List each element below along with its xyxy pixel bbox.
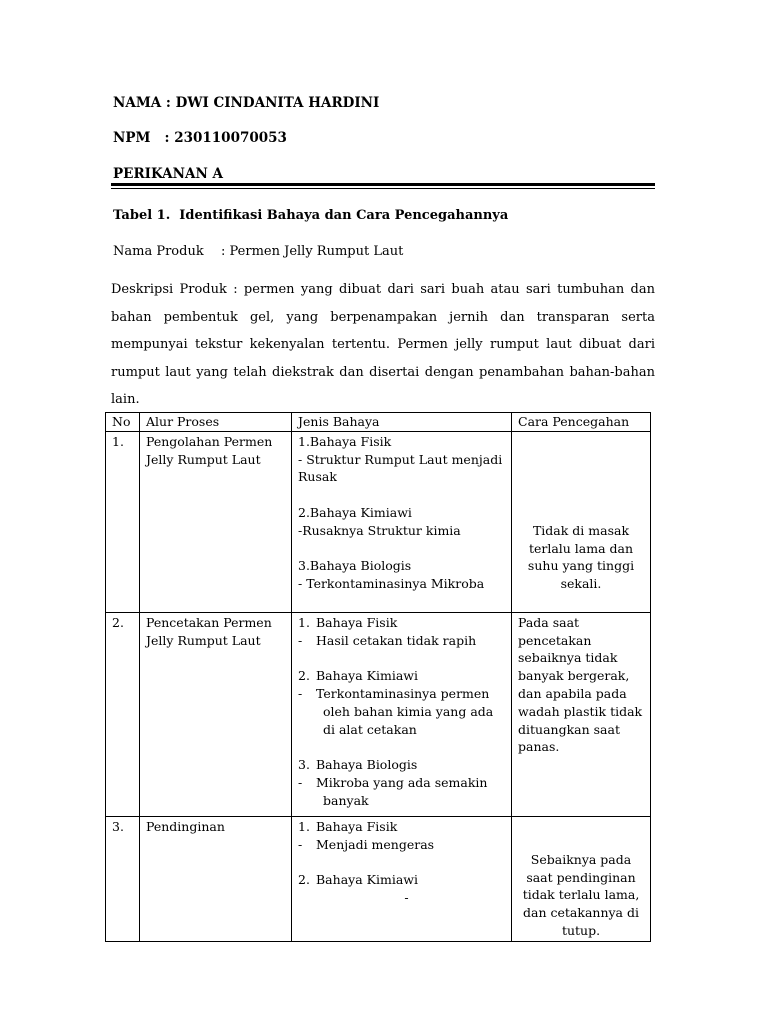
header-no: No: [106, 413, 140, 432]
hazard-physical-title: 1.Bahaya Fisik: [298, 433, 392, 449]
row-no: 2.: [106, 612, 140, 816]
hazard-chemical-title: 2. Bahaya Kimiawi: [298, 668, 418, 684]
hazard-table: [105, 412, 651, 942]
row-hazards: [292, 431, 512, 612]
student-name: NAMA : DWI CINDANITA HARDINI: [113, 95, 380, 111]
hazard-physical-title: 1. Bahaya Fisik: [298, 614, 398, 630]
row-process: Pencetakan Permen Jelly Rumput Laut: [140, 612, 292, 816]
table-row: [106, 612, 651, 816]
product-name-line: [113, 244, 403, 259]
hazard-physical-title: 1. Bahaya Fisik: [298, 818, 398, 834]
hazard-chemical-title: 2.Bahaya Kimiawi: [298, 504, 412, 520]
hazard-physical-item: - Menjadi mengeras: [298, 836, 435, 852]
student-npm: NPM : 230110070053: [113, 130, 287, 146]
hazard-biological-item: - Terkontaminasinya Mikroba: [298, 576, 485, 592]
row-no: 1.: [106, 431, 140, 612]
header-rule-thin: [111, 188, 655, 189]
header-alur-proses: Alur Proses: [140, 413, 292, 432]
hazard-physical-item: - Struktur Rumput Laut menjadi Rusak: [298, 451, 503, 485]
hazard-chemical-title: 2. Bahaya Kimiawi: [298, 872, 418, 888]
hazard-biological-item: - Mikroba yang ada semakin banyak: [298, 774, 488, 808]
row-hazards: [292, 816, 512, 941]
hazard-chemical-item: - Terkontaminasinya permen oleh bahan kimia yang ada di alat cetakan: [298, 685, 494, 737]
table-row: [106, 431, 651, 612]
hazard-biological-title: 3. Bahaya Biologis: [298, 757, 418, 773]
row-no: 3.: [106, 816, 140, 941]
row-prevention: Tidak di masak terlalu lama dan suhu yang tinggi sekali.: [512, 431, 651, 612]
hazard-chemical-item: -Rusaknya Struktur kimia: [298, 522, 461, 538]
table-row: [106, 816, 651, 941]
product-label: Nama Produk: [113, 244, 204, 259]
row-process: Pendinginan: [140, 816, 292, 941]
row-hazards: [292, 612, 512, 816]
hazard-biological-title: 3.Bahaya Biologis: [298, 558, 412, 574]
hazard-chemical-item: -: [404, 889, 409, 905]
class-name: PERIKANAN A: [113, 166, 223, 182]
product-description: Deskripsi Produk : permen yang dibuat dari sari buah atau sari tumbuhan dan bahan pembentuk gel, yang berpenampakan jernih dan transparan serta mempunyai tekstur kekenyalan tertentu. Permen jelly rumput laut dibuat dari rumput laut yang telah diekstrak dan disertai dengan penambahan bahan-bahan lain.: [111, 282, 655, 407]
row-prevention: Sebaiknya pada saat pendinginan tidak terlalu lama, dan cetakannya di tutup.: [512, 816, 651, 941]
table-header-row: [106, 413, 651, 432]
row-prevention: Pada saat pencetakan sebaiknya tidak banyak bergerak, dan apabila pada wadah plastik tidak dituangkan saat panas.: [512, 612, 651, 816]
table-title: Tabel 1. Identifikasi Bahaya dan Cara Pencegahannya: [113, 208, 509, 223]
header-cara-pencegahan: Cara Pencegahan: [512, 413, 651, 432]
header-rule-thick: [111, 183, 655, 186]
header-jenis-bahaya: Jenis Bahaya: [292, 413, 512, 432]
product-value: : Permen Jelly Rumput Laut: [221, 244, 404, 259]
hazard-physical-item: - Hasil cetakan tidak rapih: [298, 632, 477, 648]
row-process: Pengolahan Permen Jelly Rumput Laut: [140, 431, 292, 612]
